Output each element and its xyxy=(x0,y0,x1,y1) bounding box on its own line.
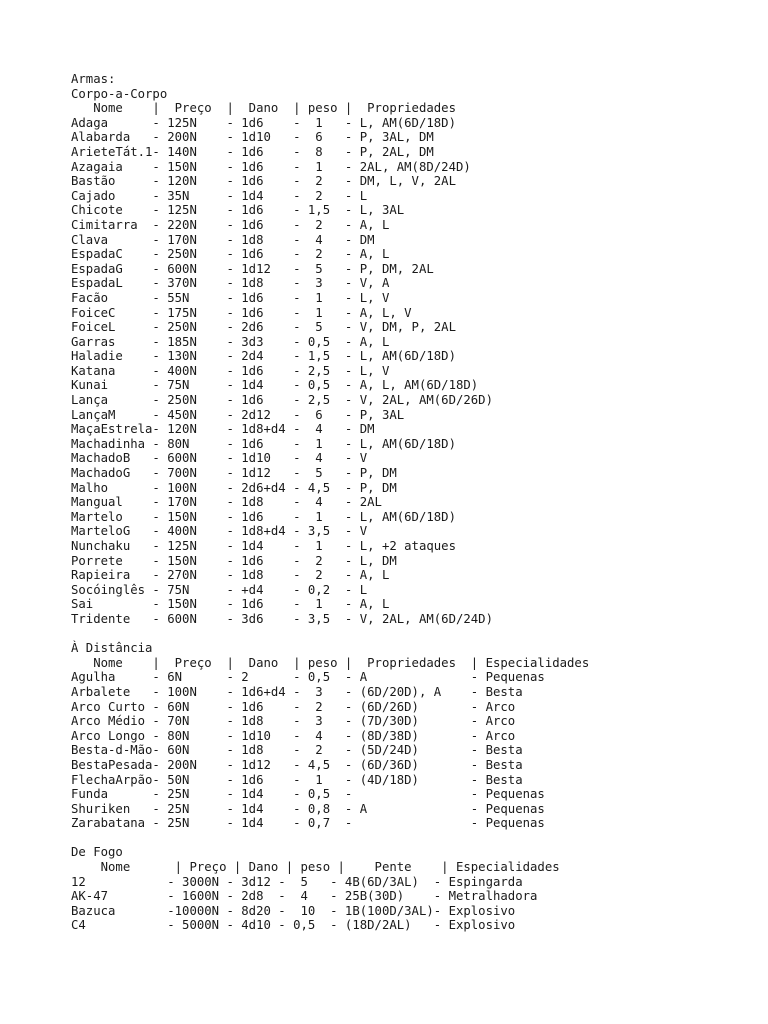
table-row: Clava - 170N - 1d8 - 4 - DM xyxy=(71,232,375,247)
table-row: ArieteTát.1- 140N - 1d6 - 8 - P, 2AL, DM xyxy=(71,144,434,159)
table-row: EspadaL - 370N - 1d8 - 3 - V, A xyxy=(71,276,390,291)
table-row: Garras - 185N - 3d3 - 0,5 - A, L xyxy=(71,334,390,349)
table-row: EspadaC - 250N - 1d6 - 2 - A, L xyxy=(71,247,390,262)
table-row: MarteloG - 400N - 1d8+d4 - 3,5 - V xyxy=(71,524,368,539)
table-row: Katana - 400N - 1d6 - 2,5 - L, V xyxy=(71,363,390,378)
document-body xyxy=(71,72,751,933)
table-row: Sai - 150N - 1d6 - 1 - A, L xyxy=(71,597,390,612)
table-row: Agulha - 6N - 2 - 0,5 - A - Pequenas xyxy=(71,670,545,685)
table-row: FoiceL - 250N - 2d6 - 5 - V, DM, P, 2AL xyxy=(71,320,456,335)
table-row: LançaM - 450N - 2d12 - 6 - P, 3AL xyxy=(71,407,405,422)
section-heading: De Fogo xyxy=(71,845,123,860)
table-row: Arco Longo - 80N - 1d10 - 4 - (8D/38D) - Arco xyxy=(71,728,516,743)
table-row: Haladie - 130N - 2d4 - 1,5 - L, AM(6D/18D) xyxy=(71,349,456,364)
table-row: Arbalete - 100N - 1d6+d4 - 3 - (6D/20D), A - Besta xyxy=(71,684,523,699)
table-row: MaçaEstrela- 120N - 1d8+d4 - 4 - DM xyxy=(71,422,375,437)
table-row: EspadaG - 600N - 1d12 - 5 - P, DM, 2AL xyxy=(71,261,434,276)
blank-line xyxy=(71,627,751,642)
table-row: BestaPesada- 200N - 1d12 - 4,5 - (6D/36D) - Besta xyxy=(71,757,523,772)
table-row: Chicote - 125N - 1d6 - 1,5 - L, 3AL xyxy=(71,203,405,218)
table-row: Funda - 25N - 1d4 - 0,5 - - Pequenas xyxy=(71,787,545,802)
table-row: C4 - 5000N - 4d10 - 0,5 - (18D/2AL) - Explosivo xyxy=(71,918,516,933)
table-row: Cimitarra - 220N - 1d6 - 2 - A, L xyxy=(71,217,390,232)
table-row: Cajado - 35N - 1d4 - 2 - L xyxy=(71,188,368,203)
table-row: FoiceC - 175N - 1d6 - 1 - A, L, V xyxy=(71,305,412,320)
table-row: Porrete - 150N - 1d6 - 2 - L, DM xyxy=(71,553,397,568)
table-row: Bastão - 120N - 1d6 - 2 - DM, L, V, 2AL xyxy=(71,174,456,189)
table-header: Nome | Preço | Dano | peso | Pente | Especialidades xyxy=(71,860,560,875)
document-title: Armas: xyxy=(71,72,116,86)
table-row: Rapieira - 270N - 1d8 - 2 - A, L xyxy=(71,568,390,583)
table-row: Machadinha - 80N - 1d6 - 1 - L, AM(6D/18D) xyxy=(71,436,456,451)
table-row: Zarabatana - 25N - 1d4 - 0,7 - - Pequenas xyxy=(71,816,545,831)
table-header: Nome | Preço | Dano | peso | Propriedades xyxy=(71,101,456,116)
table-row: FlechaArpão- 50N - 1d6 - 1 - (4D/18D) - Besta xyxy=(71,772,523,787)
table-row: Martelo - 150N - 1d6 - 1 - L, AM(6D/18D) xyxy=(71,509,456,524)
table-row: Besta-d-Mão- 60N - 1d8 - 2 - (5D/24D) - Besta xyxy=(71,743,523,758)
section-heading: À Distância xyxy=(71,641,153,656)
table-row: Azagaia - 150N - 1d6 - 1 - 2AL, AM(8D/24D) xyxy=(71,159,471,174)
table-row: Lança - 250N - 1d6 - 2,5 - V, 2AL, AM(6D/26D) xyxy=(71,393,493,408)
table-row: Arco Médio - 70N - 1d8 - 3 - (7D/30D) - Arco xyxy=(71,714,516,729)
section-heading: Corpo-a-Corpo xyxy=(71,86,168,101)
table-row: MachadoB - 600N - 1d10 - 4 - V xyxy=(71,451,368,466)
table-row: Malho - 100N - 2d6+d4 - 4,5 - P, DM xyxy=(71,480,397,495)
table-row: Tridente - 600N - 3d6 - 3,5 - V, 2AL, AM(6D/24D) xyxy=(71,611,493,626)
table-header: Nome | Preço | Dano | peso | Propriedades | Especialidades xyxy=(71,655,590,670)
table-row: Facão - 55N - 1d6 - 1 - L, V xyxy=(71,290,390,305)
table-row: AK-47 - 1600N - 2d8 - 4 - 25B(30D) - Metralhadora xyxy=(71,889,538,904)
table-row: 12 - 3000N - 3d12 - 5 - 4B(6D/3AL) - Espingarda xyxy=(71,874,523,889)
table-row: Bazuca -10000N - 8d20 - 10 - 1B(100D/3AL)- Explosivo xyxy=(71,903,516,918)
sections-container xyxy=(71,87,751,933)
table-row: Shuriken - 25N - 1d4 - 0,8 - A - Pequenas xyxy=(71,801,545,816)
table-row: Mangual - 170N - 1d8 - 4 - 2AL xyxy=(71,495,382,510)
table-row: Kunai - 75N - 1d4 - 0,5 - A, L, AM(6D/18D) xyxy=(71,378,479,393)
table-row: Socóinglês - 75N - +d4 - 0,2 - L xyxy=(71,582,368,597)
table-row: Adaga - 125N - 1d6 - 1 - L, AM(6D/18D) xyxy=(71,115,456,130)
table-row: Alabarda - 200N - 1d10 - 6 - P, 3AL, DM xyxy=(71,130,434,145)
blank-line xyxy=(71,831,751,846)
table-row: Arco Curto - 60N - 1d6 - 2 - (6D/26D) - Arco xyxy=(71,699,516,714)
table-row: MachadoG - 700N - 1d12 - 5 - P, DM xyxy=(71,466,397,481)
table-row: Nunchaku - 125N - 1d4 - 1 - L, +2 ataques xyxy=(71,539,456,553)
